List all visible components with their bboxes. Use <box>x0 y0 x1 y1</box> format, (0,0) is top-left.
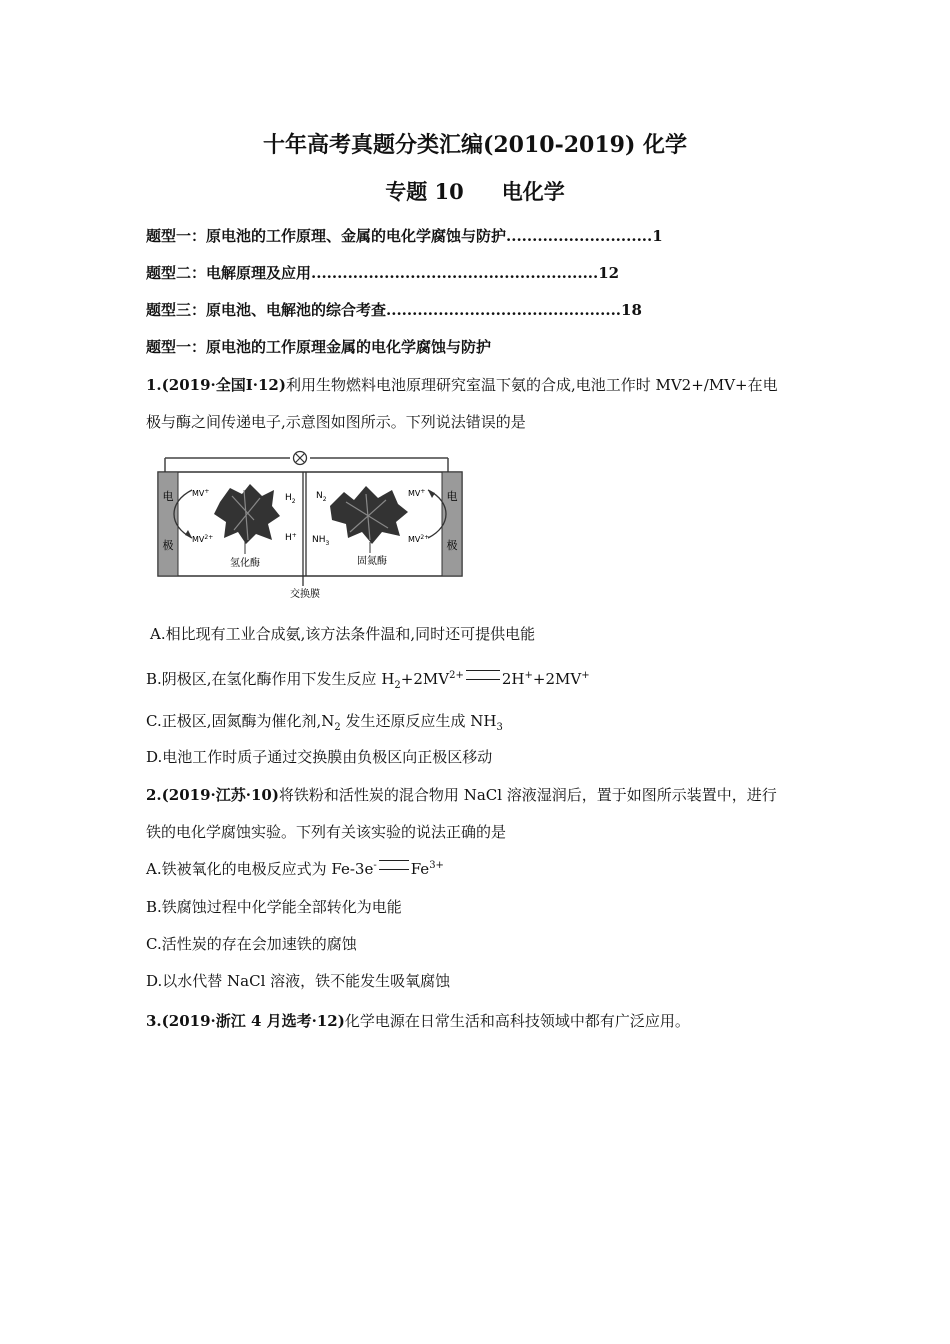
q2-option-a[interactable] <box>146 858 444 879</box>
h2-label: H <box>285 493 292 503</box>
toc-page: 1 <box>652 227 663 245</box>
superscript: - <box>373 860 377 871</box>
equals-sign-icon <box>379 860 409 870</box>
q1-option-d[interactable]: D.电池工作时质子通过交换膜由负极区向正极区移动 <box>146 748 493 766</box>
fuel-cell-diagram <box>150 450 470 602</box>
toc-label: 题型二：电解原理及应用 <box>146 264 312 282</box>
membrane-label: 交换膜 <box>290 589 320 600</box>
section-heading: 题型一：原电池的工作原理金属的电化学腐蚀与防护 <box>146 338 492 356</box>
svg-text:MV+: MV+ <box>192 488 210 498</box>
option-text: C.正极区,固氮酶为催化剂,N <box>146 712 335 730</box>
topic-title <box>0 176 950 206</box>
electrode-label: 电 <box>162 490 174 503</box>
electrode-label: 极 <box>446 539 458 552</box>
toc-item[interactable] <box>146 262 619 283</box>
svg-text:H2: $H_2$ <box>285 493 296 505</box>
q2-stem-text: 将铁粉和活性炭的混合物用 NaCl 溶液湿润后，置于如图所示装置中，进行 <box>278 786 777 804</box>
option-text: A.铁被氧化的电极反应式为 Fe-3e <box>146 860 374 878</box>
toc-label: 题型一：原电池的工作原理、金属的电化学腐蚀与防护 <box>146 227 507 245</box>
document-title: 十年高考真题分类汇编(2010-2019) 化学 <box>262 132 688 158</box>
q1-stem-text: 利用生物燃料电池原理研究室温下氨的合成,电池工作时 MV2+/MV+在电 <box>285 376 778 394</box>
superscript: 2+ <box>449 670 464 681</box>
q2-source: 2.(2019·江苏·10) <box>146 786 279 804</box>
q2-option-b[interactable]: B.铁腐蚀过程中化学能全部转化为电能 <box>146 898 402 916</box>
toc-label: 题型三：原电池、电解池的综合考查 <box>146 301 387 319</box>
mv-plus-label: MV <box>408 489 421 498</box>
mv-2plus-label: MV <box>192 535 205 544</box>
n2-label: N <box>316 491 323 501</box>
option-text: 2H <box>501 670 525 688</box>
toc-page: 18 <box>621 301 642 319</box>
svg-text:MV+: MV+ <box>408 488 426 498</box>
q3-stem <box>146 1010 690 1031</box>
left-electrode <box>158 472 178 576</box>
toc-leader: ....................................................... <box>311 264 599 282</box>
toc-leader: ............................................. <box>386 301 622 319</box>
toc-leader: ............................ <box>506 227 653 245</box>
q1-stem-line2: 极与酶之间传递电子,示意图如图所示。下列说法错误的是 <box>146 413 526 431</box>
right-electrode <box>442 472 462 576</box>
q3-source: 3.(2019·浙江 4 月选考·12) <box>146 1012 345 1030</box>
option-text: +2MV <box>532 670 582 688</box>
subscript: 2 <box>334 722 341 733</box>
q1-stem-line1 <box>146 374 778 395</box>
option-text: +2MV <box>400 670 450 688</box>
svg-text:MV2+: $MV^{2+}$ <box>192 534 214 544</box>
superscript: + <box>581 670 590 681</box>
equals-sign-icon <box>466 670 500 680</box>
subscript: 3 <box>496 722 503 733</box>
q1-option-a[interactable]: A.相比现有工业合成氨,该方法条件温和,同时还可提供电能 <box>150 625 536 643</box>
q1-option-c[interactable] <box>146 710 503 733</box>
option-text: Fe <box>410 860 430 878</box>
q2-option-d[interactable]: D.以水代替 NaCl 溶液，铁不能发生吸氧腐蚀 <box>146 972 451 990</box>
option-text: B.阴极区,在氢化酶作用下发生反应 H <box>146 670 395 688</box>
q2-option-c[interactable]: C.活性炭的存在会加速铁的腐蚀 <box>146 935 357 953</box>
svg-text:NH3: $NH_3$ <box>312 535 330 547</box>
lamp-icon <box>294 452 307 465</box>
topic-prefix: 专题 10 <box>385 179 464 204</box>
nitrogenase-label: 固氮酶 <box>357 556 387 567</box>
option-text: 发生还原反应生成 NH <box>340 712 497 730</box>
mv-plus-label: MV <box>192 489 205 498</box>
h-plus-label: H <box>285 533 292 543</box>
q2-stem-line2: 铁的电化学腐蚀实验。下列有关该实验的说法正确的是 <box>146 823 507 841</box>
q3-stem-text: 化学电源在日常生活和高科技领域中都有广泛应用。 <box>344 1012 690 1030</box>
toc-page: 12 <box>598 264 620 282</box>
svg-text:MV2+: $MV^{2+}$ <box>408 534 430 544</box>
toc-item[interactable] <box>146 225 663 246</box>
mv-2plus-label: MV <box>408 535 421 544</box>
toc-item[interactable] <box>146 299 642 320</box>
q1-source: 1.(2019·全国Ⅰ·12) <box>146 376 286 394</box>
electrode-label: 极 <box>162 539 174 552</box>
superscript: 3+ <box>429 860 444 871</box>
electrode-label: 电 <box>446 490 458 503</box>
superscript: + <box>524 670 533 681</box>
hydrogenase-label: 氢化酶 <box>230 558 260 569</box>
subscript: 2 <box>394 680 401 691</box>
svg-text:N2: $N_2$ <box>316 491 327 503</box>
q1-option-b[interactable] <box>146 668 590 691</box>
topic-name: 电化学 <box>501 179 565 204</box>
svg-text:H+: H+ <box>285 532 297 543</box>
nh3-label: NH <box>312 535 326 545</box>
q2-stem-line1 <box>146 784 777 805</box>
